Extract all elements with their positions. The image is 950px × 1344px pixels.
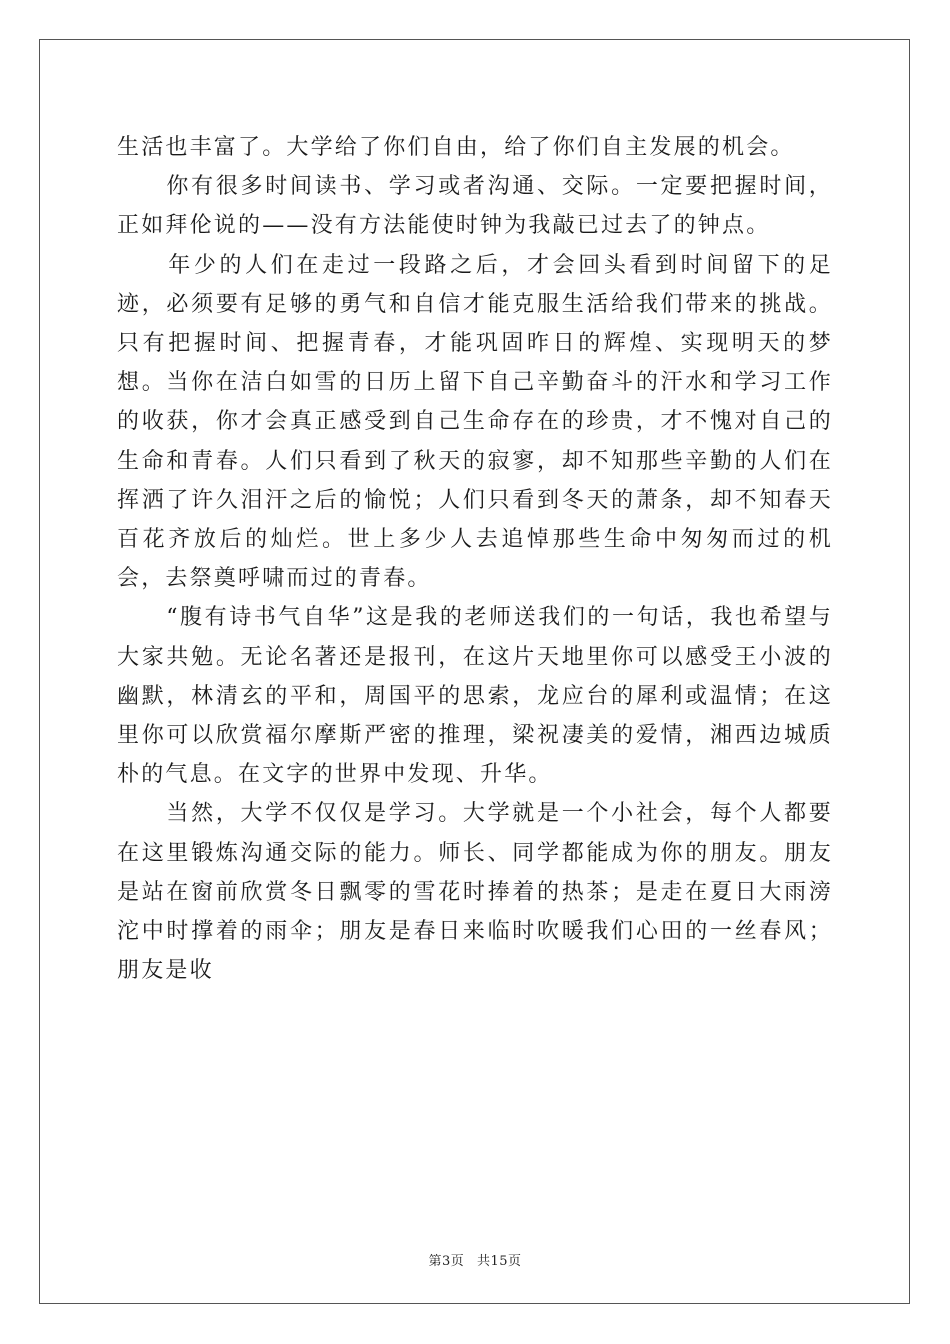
page-footer (0, 1250, 950, 1269)
page-total: 共15页 (476, 1254, 522, 1269)
page-number: 第3页 (428, 1254, 465, 1269)
paragraph-5: 当然，大学不仅仅是学习。大学就是一个小社会，每个人都要在这里锻炼沟通交际的能力。师长、同学都能成为你的朋友。朋友是站在窗前欣赏冬日飘零的雪花时捧着的热茶；是走在夏日大雨滂沱中时撑着的雨伞；朋友是春日来临时吹暖我们心田的一丝春风；朋友是收 (117, 801, 833, 984)
paragraph-1: 生活也丰富了。大学给了你们自由，给了你们自主发展的机会。 (117, 135, 795, 160)
paragraph-2: 你有很多时间读书、学习或者沟通、交际。一定要把握时间，正如拜伦说的——没有方法能使时钟为我敲已过去了的钟点。 (117, 174, 833, 239)
paragraph-4: “腹有诗书气自华”这是我的老师送我们的一句话，我也希望与大家共勉。无论名著还是报刊，在这片天地里你可以感受王小波的幽默，林清玄的平和，周国平的思索，龙应台的犀利或温情；在这里你可以欣赏福尔摩斯严密的推理，梁祝凄美的爱情，湘西边城质朴的气息。在文字的世界中发现、升华。 (117, 605, 833, 788)
document-body (117, 128, 833, 990)
paragraph-3: 年少的人们在走过一段路之后，才会回头看到时间留下的足迹，必须要有足够的勇气和自信才能克服生活给我们带来的挑战。只有把握时间、把握青春，才能巩固昨日的辉煌、实现明天的梦想。当你在洁白如雪的日历上留下自己辛勤奋斗的汗水和学习工作的收获，你才会真正感受到自己生命存在的珍贵，才不愧对自己的生命和青春。人们只看到了秋天的寂寥，却不知那些辛勤的人们在挥洒了许久泪汗之后的愉悦；人们只看到冬天的萧条，却不知春天百花齐放后的灿烂。世上多少人去追悼那些生命中匆匆而过的机会，去祭奠呼啸而过的青春。 (117, 252, 833, 592)
